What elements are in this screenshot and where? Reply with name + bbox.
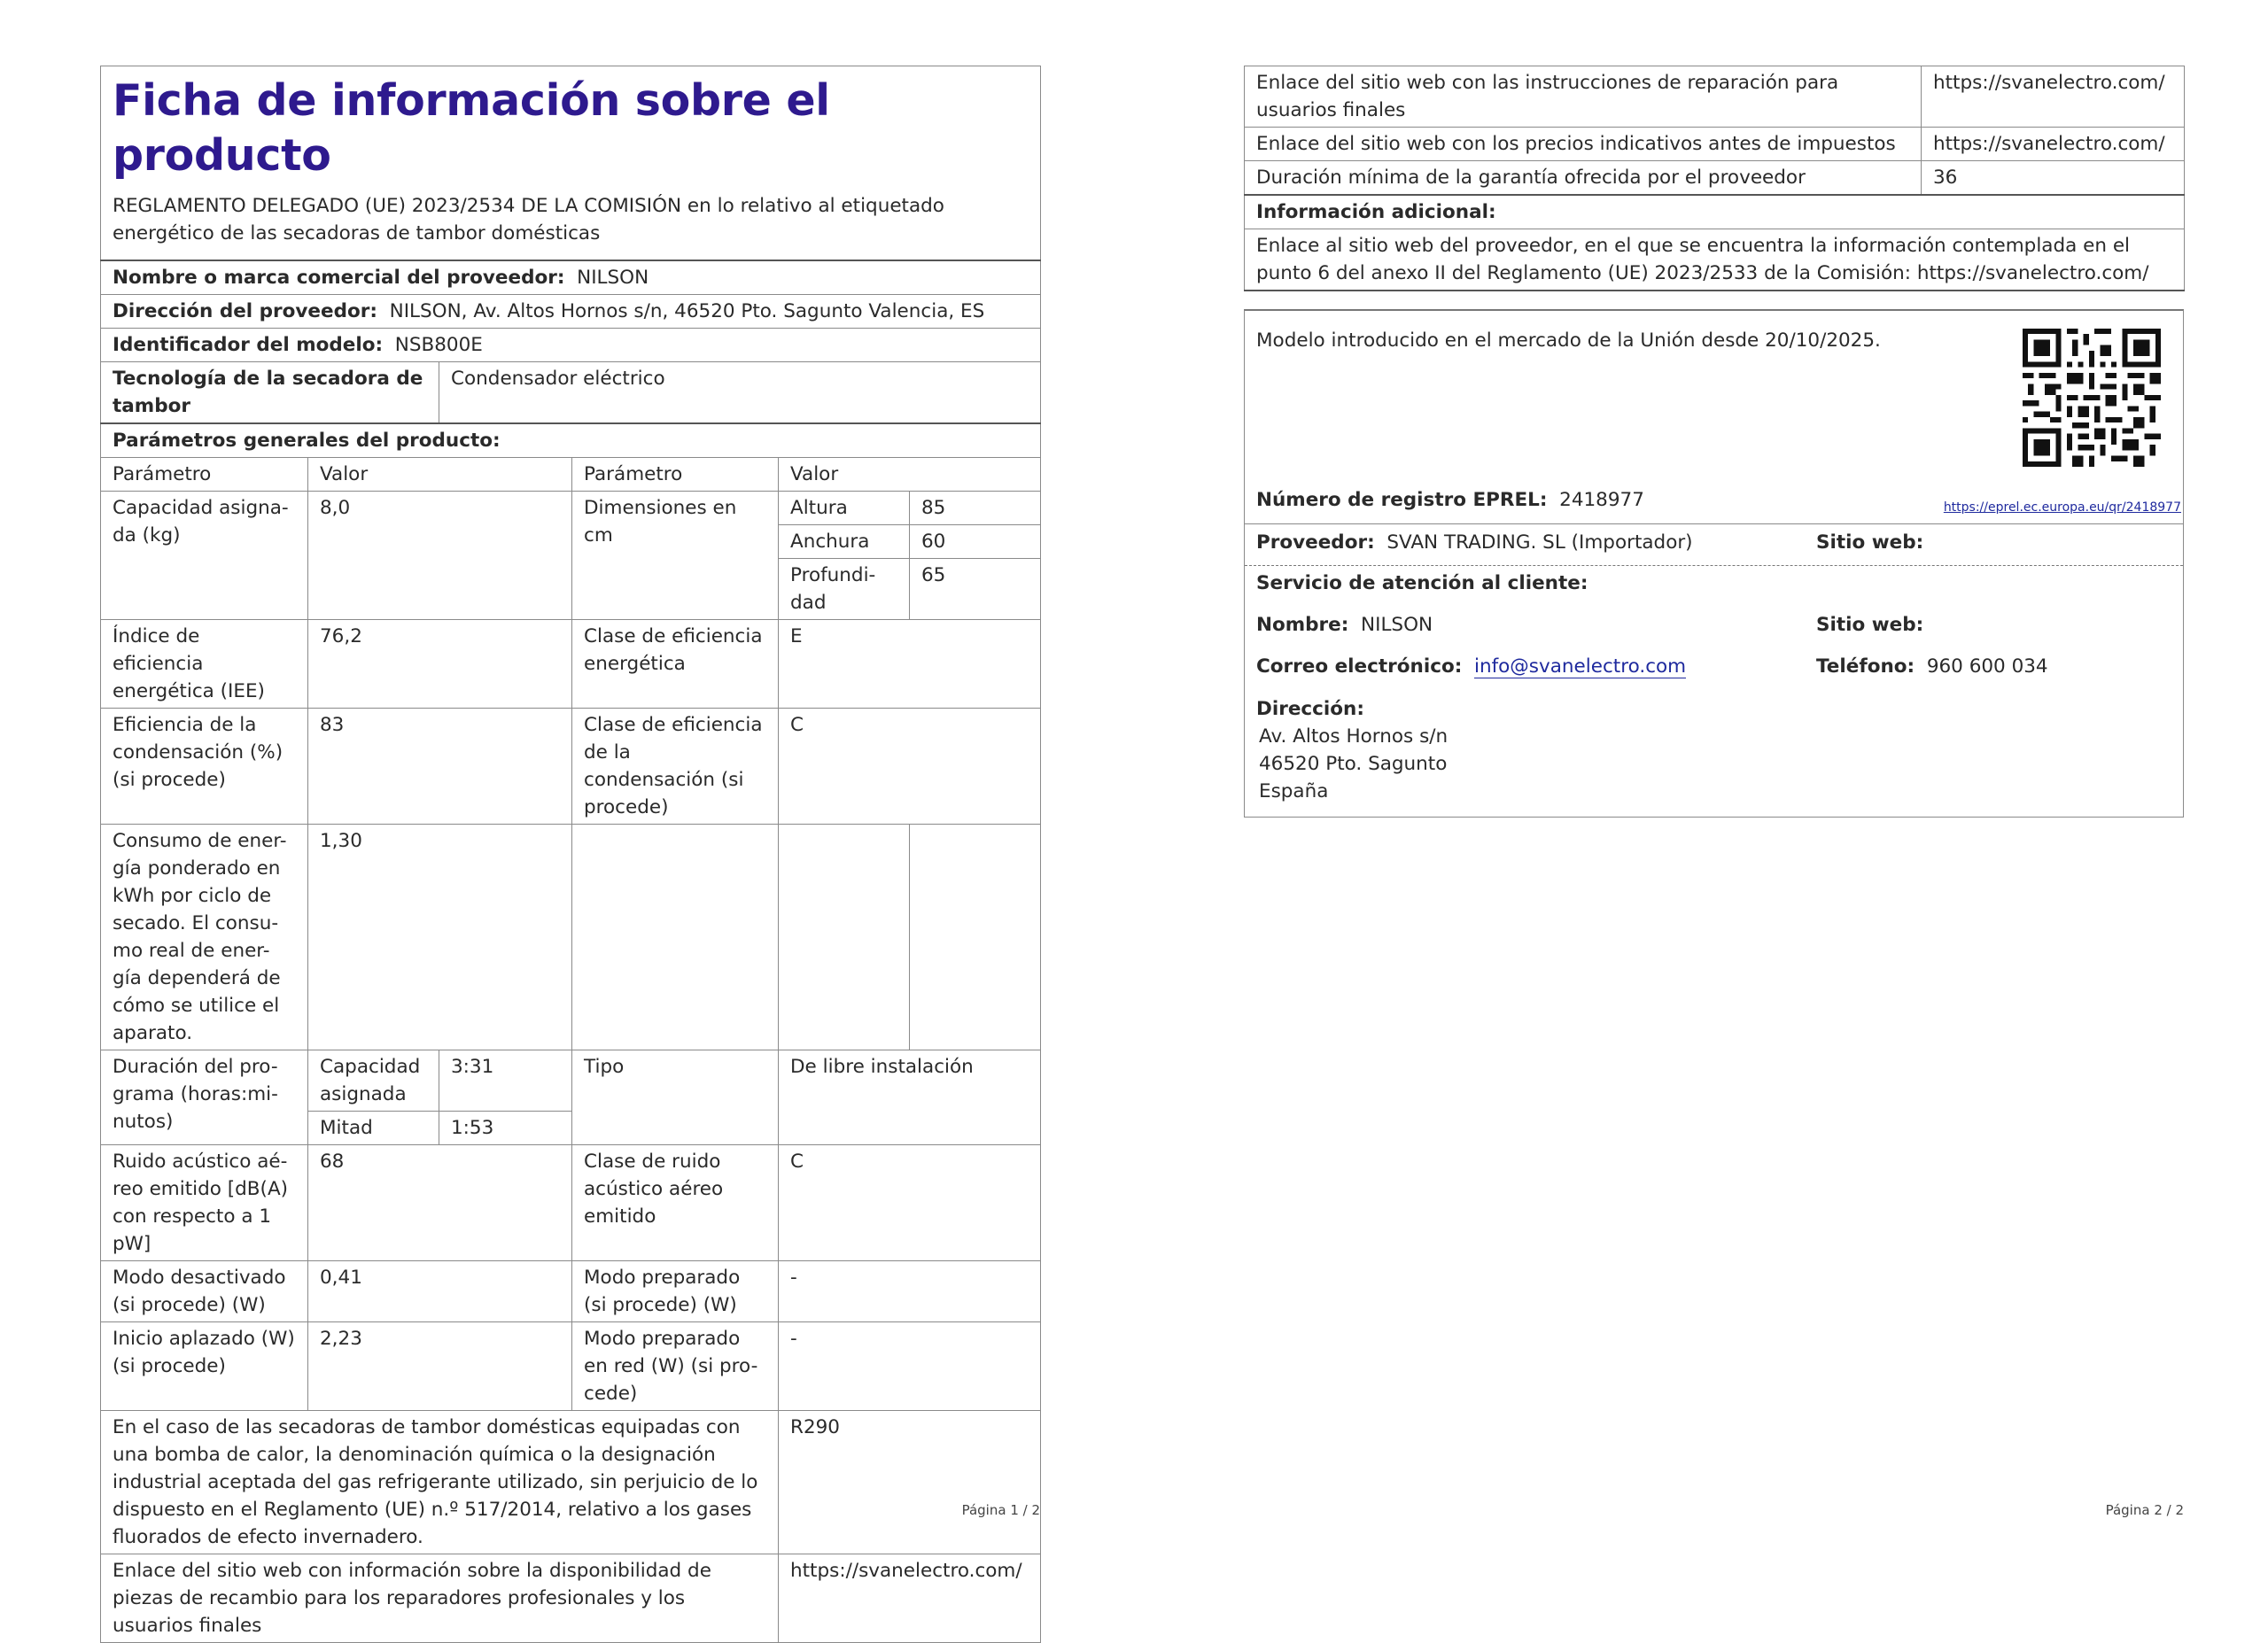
address-line-2: 46520 Pto. Sagunto: [1259, 753, 1448, 775]
empty-cell: [572, 825, 779, 1050]
height-value: 85: [910, 492, 1041, 525]
email-label: Correo electrónico:: [1256, 655, 1463, 678]
additional-label: Información adicional:: [1245, 195, 2185, 229]
supplier-address-row: [101, 295, 1041, 329]
provider-row: [1256, 529, 1693, 556]
page-1-footer: Página 1 / 2: [961, 1502, 1040, 1518]
noise-class-value: C: [779, 1145, 1041, 1261]
general-params-label: Parámetros generales del producto:: [101, 423, 1041, 458]
duration-label: Duración del pro-grama (horas:mi-nutos): [101, 1050, 308, 1145]
col-value-1: Valor: [308, 458, 572, 492]
width-value: 60: [910, 525, 1041, 559]
supplier-address-label: Dirección del proveedor:: [113, 300, 377, 322]
depth-value: 65: [910, 559, 1041, 620]
energy-class-value: E: [779, 620, 1041, 709]
name-label: Nombre:: [1256, 614, 1349, 636]
prices-label: Enlace del sitio web con los precios indicativos antes de impuestos: [1245, 128, 1922, 161]
dashed-divider: [1245, 565, 2183, 566]
model-id-label: Identificador del modelo:: [113, 334, 384, 356]
refrigerant-value: R290: [779, 1411, 1041, 1554]
network-standby-value: -: [779, 1322, 1041, 1411]
website-label: Sitio web:: [1816, 531, 1924, 554]
noise-value: 68: [308, 1145, 572, 1261]
eprel-label: Número de registro EPREL:: [1256, 489, 1548, 511]
repair-label: Enlace del sitio web con las instrucciones de reparación para usuarios finales: [1245, 66, 1922, 128]
phone-value: 960 600 034: [1926, 655, 2048, 678]
depth-label: Profundi-dad: [779, 559, 910, 620]
network-standby-label: Modo preparado en red (W) (si pro-cede): [572, 1322, 779, 1411]
model-id-row: [101, 329, 1041, 362]
page-2: [1244, 66, 2184, 818]
duration-half-label: Mitad: [308, 1112, 439, 1145]
spare-parts-link[interactable]: https://svanelectro.com/: [779, 1554, 1041, 1643]
cond-eff-label: Eficiencia de la condensación (%) (si procede): [101, 709, 308, 825]
warranty-label: Duración mínima de la garantía ofrecida por el proveedor: [1245, 161, 1922, 196]
refrigerant-label: En el caso de las secadoras de tambor domésticas equipadas con una bomba de calor, la denominación química o la designación industrial aceptada del gas refrigerante utilizado, sin perjuicio de lo dispuesto en el Reglamento (UE) n.º 517/2014, relativo a los gases fluorados de efecto invernadero.: [101, 1411, 779, 1554]
consumption-label: Consumo de ener-gía ponderado en kWh por ciclo de secado. El consu-mo real de ener-gía dependerá de cómo se utilice el aparato.: [101, 825, 308, 1050]
consumption-value: 1,30: [308, 825, 572, 1050]
market-intro: Modelo introducido en el mercado de la Unión desde 20/10/2025.: [1256, 329, 1881, 352]
energy-class-label: Clase de eficiencia energética: [572, 620, 779, 709]
type-value: De libre instalación: [779, 1050, 1041, 1145]
additional-text: Enlace al sitio web del proveedor, en el que se encuentra la información contemplada en el punto 6 del anexo II del Reglamento (UE) 2023/2533 de la Comisión: https://svanelectro.com/: [1245, 229, 2185, 291]
name-value: NILSON: [1361, 614, 1433, 636]
capacity-value: 8,0: [308, 492, 572, 620]
divider: [1245, 523, 2183, 524]
standby-value: -: [779, 1261, 1041, 1322]
spare-parts-label: Enlace del sitio web con información sobre la disponibilidad de piezas de recambio para los reparadores profesionales y los usuarios finales: [101, 1554, 779, 1643]
provider-value: SVAN TRADING. SL (Importador): [1386, 531, 1693, 554]
width-label: Anchura: [779, 525, 910, 559]
duration-full-value: 3:31: [439, 1050, 572, 1112]
technology-value: Condensador eléctrico: [439, 362, 1041, 424]
website2-label: Sitio web:: [1816, 614, 1924, 636]
standby-label: Modo preparado (si procede) (W): [572, 1261, 779, 1322]
page-title: Ficha de información sobre el producto: [113, 75, 830, 181]
cond-eff-value: 83: [308, 709, 572, 825]
address-line-1: Av. Altos Hornos s/n: [1259, 725, 1449, 748]
prices-link[interactable]: https://svanelectro.com/: [1922, 128, 2185, 161]
eprel-link[interactable]: https://eprel.ec.europa.eu/qr/2418977: [1943, 500, 2181, 515]
email-row: [1256, 653, 1686, 680]
phone-label: Teléfono:: [1816, 655, 1915, 678]
phone-row: [1816, 653, 2048, 680]
eprel-row: [1256, 486, 1644, 514]
links-table: [1244, 66, 2185, 291]
col-value-2: Valor: [779, 458, 1041, 492]
col-param-2: Parámetro: [572, 458, 779, 492]
delay-value: 2,23: [308, 1322, 572, 1411]
cond-class-label: Clase de eficiencia de la condensación (si procede): [572, 709, 779, 825]
eei-value: 76,2: [308, 620, 572, 709]
off-mode-value: 0,41: [308, 1261, 572, 1322]
repair-link[interactable]: https://svanelectro.com/: [1922, 66, 2185, 128]
off-mode-label: Modo desactivado (si procede) (W): [101, 1261, 308, 1322]
dimensions-label: Dimensiones en cm: [572, 492, 779, 620]
page-2-footer: Página 2 / 2: [2105, 1502, 2184, 1518]
customer-service-label: Servicio de atención al cliente:: [1256, 572, 1588, 594]
eei-label: Índice de eficiencia energética (IEE): [101, 620, 308, 709]
noise-class-label: Clase de ruido acústico aéreo emitido: [572, 1145, 779, 1261]
supplier-name-value: NILSON: [577, 267, 649, 289]
technology-label: Tecnología de la secadora de tambor: [101, 362, 439, 424]
address-label: Dirección:: [1256, 698, 1364, 720]
noise-label: Ruido acústico aé-reo emitido [dB(A) con respecto a 1 pW]: [101, 1145, 308, 1261]
empty-cell: [910, 825, 1041, 1050]
cond-class-value: C: [779, 709, 1041, 825]
empty-cell: [779, 825, 910, 1050]
height-label: Altura: [779, 492, 910, 525]
eprel-value: 2418977: [1559, 489, 1644, 511]
col-param-1: Parámetro: [101, 458, 308, 492]
model-id-value: NSB800E: [394, 334, 483, 356]
page-1: [100, 66, 1040, 1643]
email-link[interactable]: info@svanelectro.com: [1473, 655, 1687, 678]
duration-half-value: 1:53: [439, 1112, 572, 1145]
header-cell: [101, 66, 1041, 261]
eprel-box: [1244, 309, 2184, 818]
capacity-label: Capacidad asigna-da (kg): [101, 492, 308, 620]
duration-full-label: Capacidad asignada: [308, 1050, 439, 1112]
supplier-address-value: NILSON, Av. Altos Hornos s/n, 46520 Pto. Sagunto Valencia, ES: [389, 300, 985, 322]
address-line-3: España: [1259, 780, 1329, 802]
delay-label: Inicio aplazado (W) (si procede): [101, 1322, 308, 1411]
type-label: Tipo: [572, 1050, 779, 1145]
warranty-value: 36: [1922, 161, 2185, 196]
supplier-name-row: [101, 260, 1041, 295]
provider-label: Proveedor:: [1256, 531, 1375, 554]
qr-code-icon[interactable]: [2023, 329, 2161, 467]
name-row: [1256, 611, 1433, 639]
product-info-table: [100, 66, 1041, 1643]
supplier-name-label: Nombre o marca comercial del proveedor:: [113, 267, 565, 289]
regulation-text: REGLAMENTO DELEGADO (UE) 2023/2534 DE LA COMISIÓN en lo relativo al etiquetado energético de las secadoras de tambor domésticas: [113, 195, 944, 244]
